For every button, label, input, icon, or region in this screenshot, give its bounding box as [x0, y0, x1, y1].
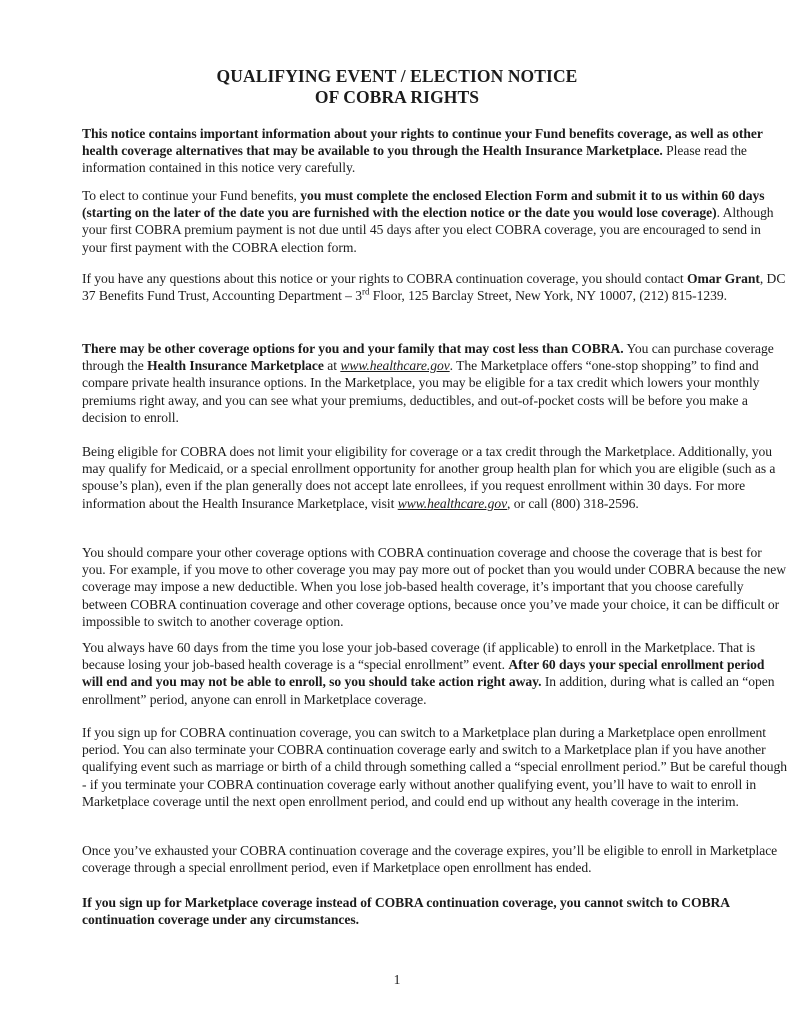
exhausted-text: Once you’ve exhausted your COBRA continuation coverage and the coverage expires, you’ll be eligible to enroll in Marketplace coverage through a special enrollment period, even if Marketplace open enrollment has ended.: [82, 843, 778, 876]
eligibility-text-1: Being eligible for COBRA does not limit your eligibility for coverage or a tax credit through the Marketplace. Additionally, you may qualify for Medicaid, or a special enrollment opportunity for another group health plan for which you are eligible (such as a spouse’s plan), even if the plan generally does not accept late enrollees, if you request enrollment within 30 days. For more information about the Health Insurance Marketplace, visit: [82, 444, 776, 511]
paragraph-election-deadline: [82, 187, 788, 256]
healthcare-gov-link-2[interactable]: www.healthcare.gov: [397, 495, 508, 511]
marketplace-text-2: at: [323, 358, 341, 374]
paragraph-special-enrollment: [82, 639, 788, 708]
eligibility-text-2: , or call (800) 318-2596.: [507, 495, 639, 511]
paragraph-switching: [82, 724, 788, 810]
marketplace-bold-1: There may be other coverage options for you and your family that may cost less than COBRA.: [82, 341, 624, 356]
paragraph-compare-options: [82, 544, 788, 630]
election-text-1: To elect to continue your Fund benefits,: [82, 188, 301, 203]
document-title: [0, 66, 794, 108]
marketplace-text-1: You can purchase coverage through the: [82, 341, 774, 374]
contact-text-2: , DC 37 Benefits Fund Trust, Accounting Department – 3: [82, 271, 786, 304]
election-text-2: . Although your first COBRA premium payment is not due until 45 days after you elect COBRA coverage, you are encouraged to send in your first payment with the COBRA election form.: [82, 205, 774, 255]
paragraph-contact: [82, 270, 788, 304]
paragraph-marketplace-options: [82, 340, 788, 426]
paragraph-warning: [82, 894, 788, 928]
election-bold-deadline: you must complete the enclosed Election Form and submit it to us within 60 days (starting on the later of the date you are furnished with the election notice or the date you would lose coverage): [82, 188, 765, 221]
contact-text-1: If you have any questions about this notice or your rights to COBRA continuation coverage, you should contact: [82, 271, 687, 286]
paragraph-eligibility: [82, 443, 788, 512]
intro-bold-text: This notice contains important information about your rights to continue your Fund benefits coverage, as well as other health coverage alternatives that may be available to you through the Health Insurance Marketplace.: [82, 126, 763, 159]
compare-text: You should compare your other coverage options with COBRA continuation coverage and choose the coverage that is best for you. For example, if you move to other coverage you may pay more out of pocket than you would under COBRA because the new coverage may impose a new deductible. When you lose job-based health coverage, it’s important that you choose carefully between COBRA continuation coverage and other coverage options, because once you’ve made your choice, it can be difficult or impossible to switch to another coverage option.: [82, 545, 787, 629]
title-line-1: QUALIFYING EVENT / ELECTION NOTICE: [216, 66, 578, 86]
warning-bold-text: If you sign up for Marketplace coverage instead of COBRA continuation coverage, you cannot switch to COBRA continuation coverage under any circumstances.: [82, 895, 730, 928]
intro-text: Please read the information contained in this notice very carefully.: [82, 143, 747, 176]
switching-text: If you sign up for COBRA continuation coverage, you can switch to a Marketplace plan during a Marketplace open enrollment period. You can also terminate your COBRA continuation coverage early and switch to a Marketplace plan if you have another qualifying event such as marriage or birth of a child through something called a “special enrollment period.” But be careful though - if you terminate your COBRA continuation coverage early without another qualifying event, you’ll have to wait to enroll in Marketplace coverage until the next open enrollment period, and could end up without any health coverage in the interim.: [82, 725, 788, 809]
paragraph-intro: [82, 125, 788, 177]
special-enrollment-text-2: In addition, during what is called an “open enrollment” period, anyone can enroll in Marketplace coverage.: [82, 674, 775, 707]
contact-superscript: rd: [362, 286, 370, 297]
healthcare-gov-link[interactable]: www.healthcare.gov: [340, 358, 450, 374]
contact-text-3: Floor, 125 Barclay Street, New York, NY 10007, (212) 815-1239.: [369, 288, 727, 304]
title-line-2: OF COBRA RIGHTS: [314, 87, 480, 107]
paragraph-exhausted-coverage: [82, 842, 788, 876]
page-number: 1: [393, 972, 401, 987]
contact-name: Omar Grant: [686, 271, 760, 286]
special-enrollment-bold: After 60 days your special enrollment period will end and you may not be able to enroll, so you should take action right away.: [82, 657, 765, 690]
marketplace-bold-2: Health Insurance Marketplace: [147, 358, 324, 374]
marketplace-text-3: . The Marketplace offers “one-stop shopping” to find and compare private health insurance options. In the Marketplace, you may be eligible for a tax credit which lowers your monthly premiums right away, and you can see what your premiums, deductibles, and out-of-pocket costs will be before you make a decision to enroll.: [82, 358, 760, 425]
special-enrollment-text-1: You always have 60 days from the time you lose your job-based coverage (if applicable) to enroll in the Marketplace. That is because losing your job-based health coverage is a “special enrollment” event.: [82, 640, 756, 673]
